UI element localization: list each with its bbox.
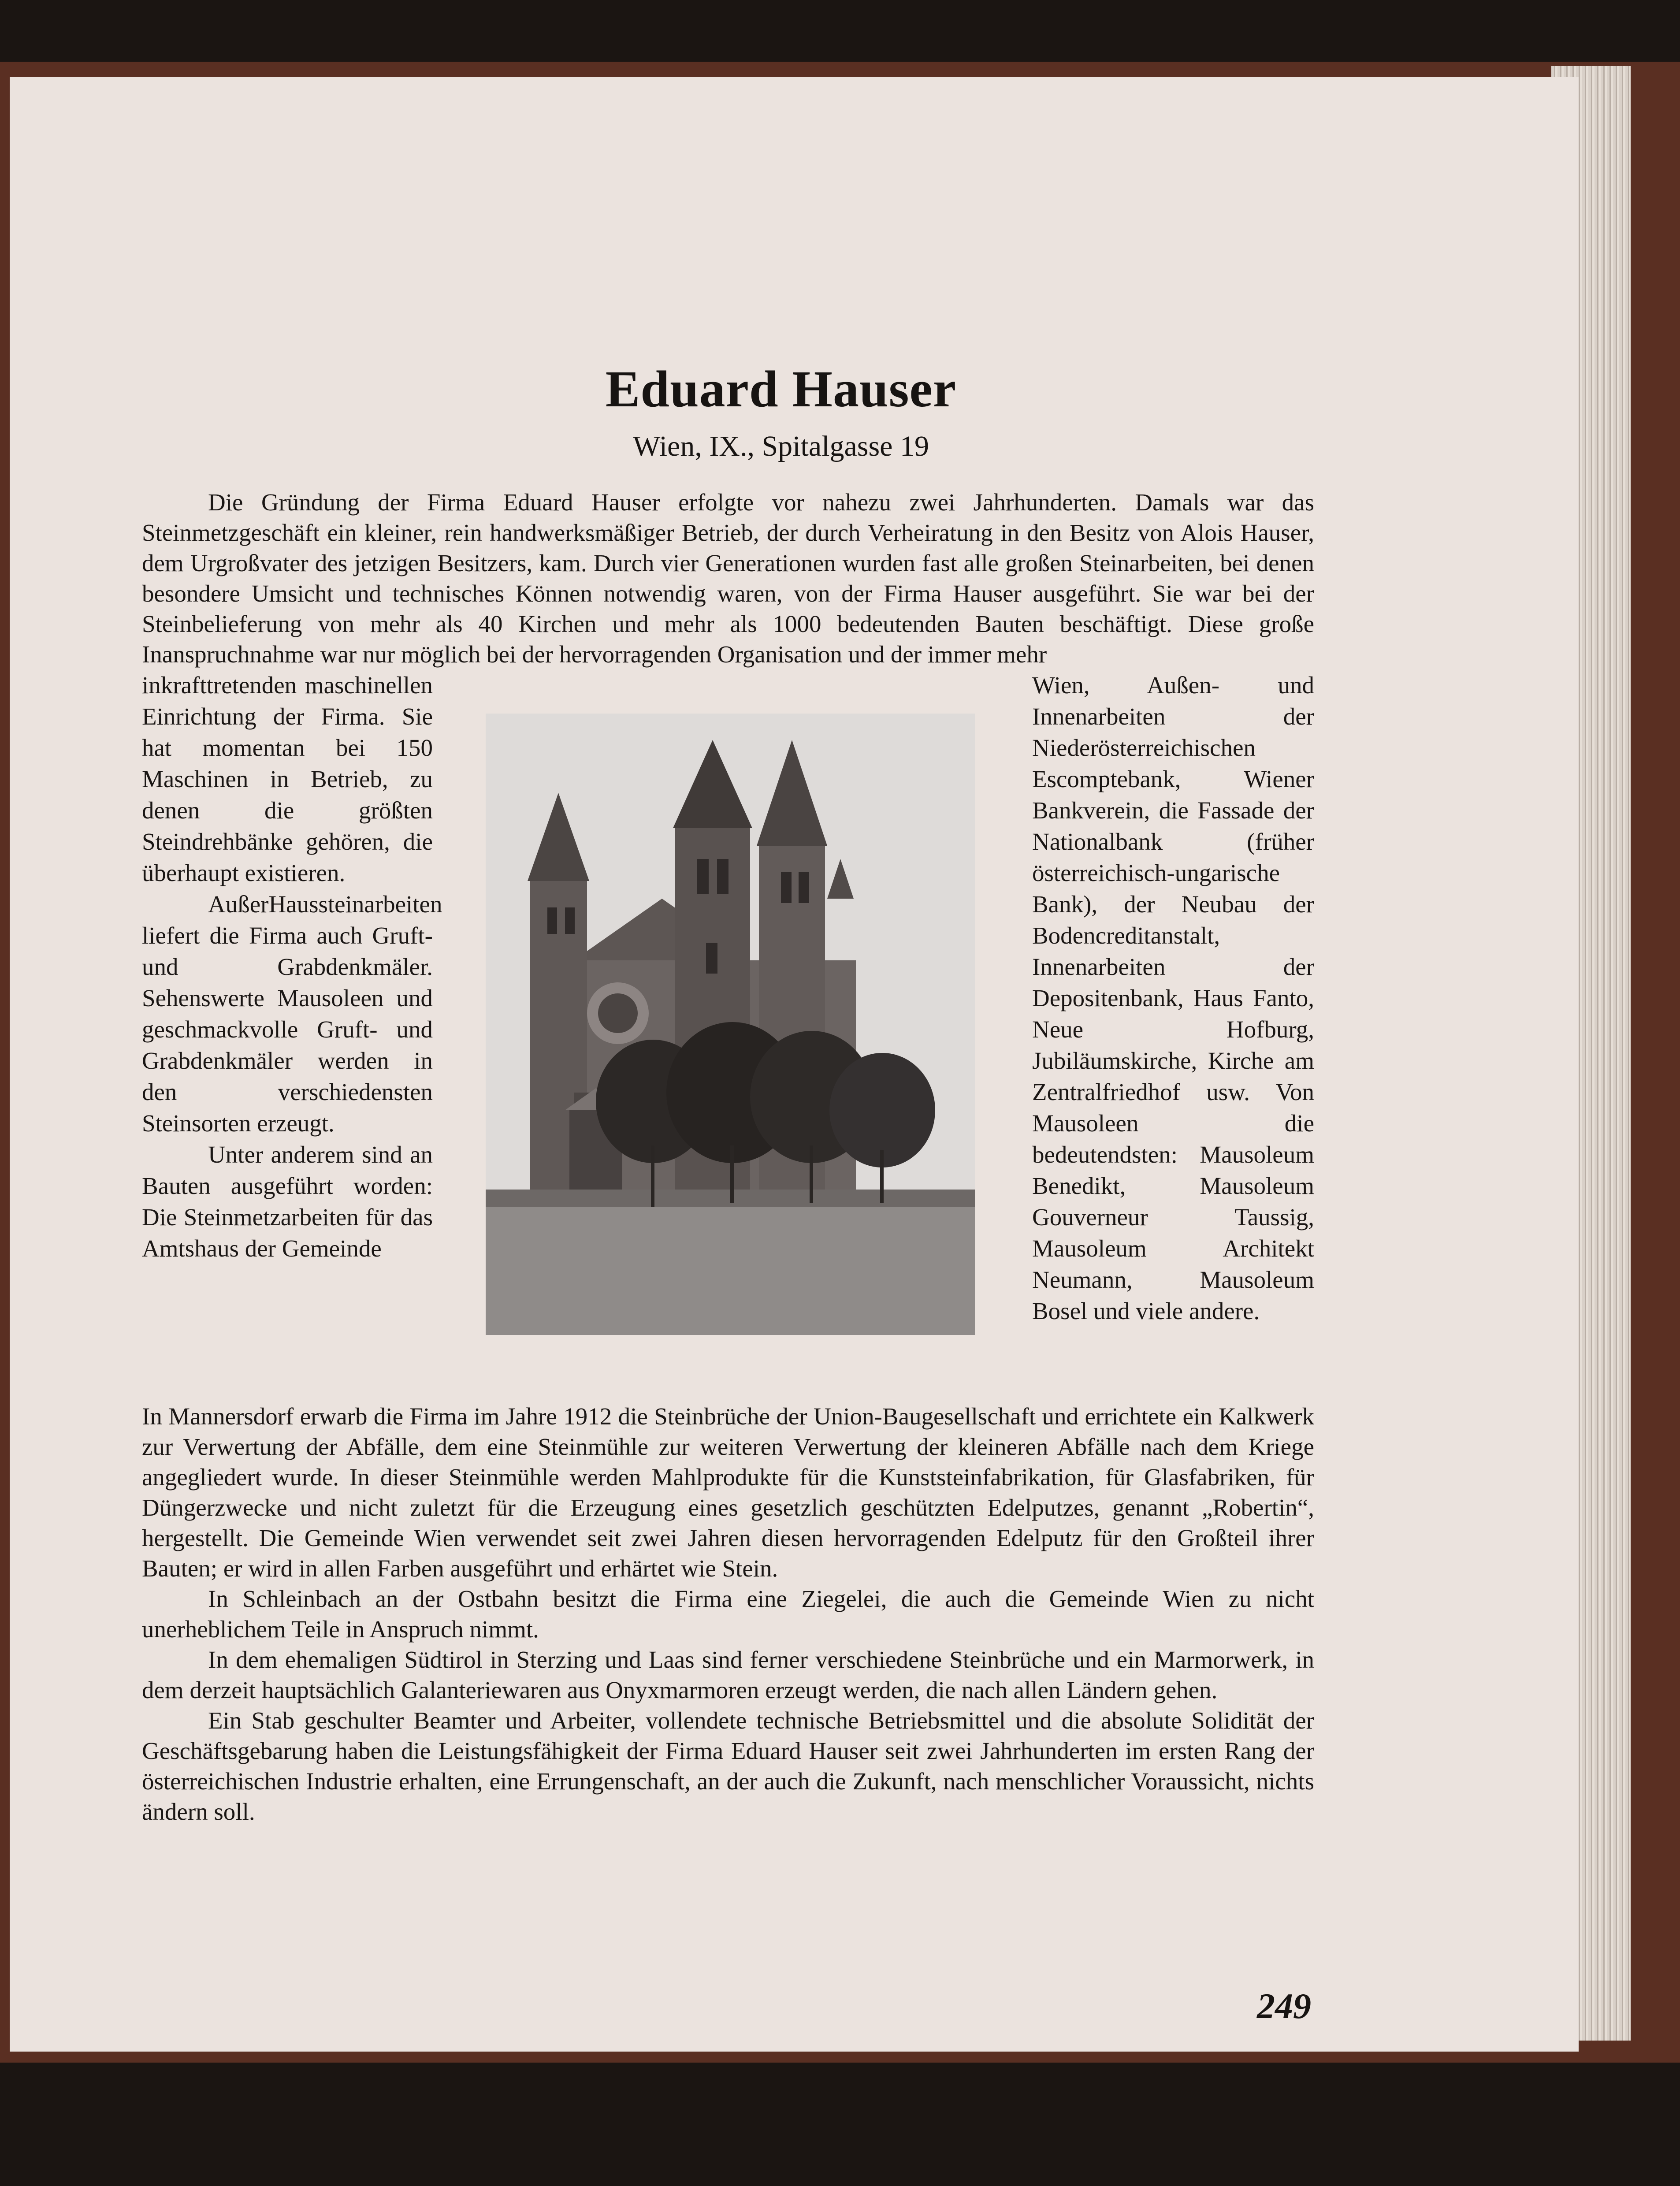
left-col-paragraph-1: inkrafttretenden maschinellen Einrichtung der Firma. Sie hat momentan bei 150 Maschinen in Betrieb, zu denen die größten Steindrehbänke gehören, die überhaupt existieren. — [142, 672, 433, 886]
mannersdorf-text: Mannersdorf erwarb die Firma im Jahre 1912 die Steinbrüche der Union-Baugesellschaft und errichtete ein Kalkwerk zur Verwertung der Abfälle, dem eine Steinmühle zur weiteren Verwertung der kleineren Abfälle nach dem Kriege angegliedert wurde. In dieser Steinmühle werden Mahlprodukte für die Kunststeinfabrikation, für Glasfabriken, für Düngerzwecke und nicht zuletzt für die Erzeugung eines gesetzlich geschützten Edelputzes, genannt „Robertin“, hergestellt. Die Gemeinde Wien verwendet seit zwei Jahren diesen hervorragenden Edelputz für den Großteil ihrer Bauten; er wird in allen Farben ausgeführt und erhärtet wie Stein. — [142, 1403, 1314, 1582]
left-col-paragraph-3: Unter anderem sind an Bauten ausgeführt worden: Die Steinmetzarbeiten für das Amtshaus der Gemeinde — [142, 1141, 433, 1262]
right-column — [1032, 669, 1314, 1327]
left-column — [142, 669, 442, 1264]
page-title: Eduard Hauser — [605, 360, 957, 418]
page-address: Wien, IX., Spitalgasse 19 — [633, 430, 929, 462]
book-page — [10, 77, 1579, 2052]
two-column-section — [142, 669, 1314, 1401]
continued-paragraph — [142, 1401, 1314, 1584]
intro-paragraph: Die Gründung der Firma Eduard Hauser erfolgte vor nahezu zwei Jahrhunderten. Damals war das Steinmetzgeschäft ein kleiner, rein handwerksmäßiger Betrieb, der durch Verheiratung in den Besitz von Alois Hauser, dem Urgroßvater des jetzigen Besitzers, kam. Durch vier Generationen wurden fast alle großen Steinarbeiten, bei denen besondere Umsicht und technisches Können notwendig waren, von der Firma Hauser ausgeführt. Sie war bei der Steinbelieferung von mehr als 40 Kirchen und mehr als 1000 bedeutenden Bauten beschäftigt. Diese große Inanspruchnahme war nur möglich bei der hervorragenden Organisation und der immer mehr — [142, 489, 1314, 668]
schleinbach-paragraph: In Schleinbach an der Ostbahn besitzt die Firma eine Ziegelei, die auch die Gemeinde Wien zu nicht unerheblichem Teile in Anspruch nimmt. — [142, 1585, 1314, 1643]
final-paragraph: Ein Stab geschulter Beamter und Arbeiter, vollendete technische Betriebsmittel und die absolute Solidität der Geschäftsgebarung haben die Leistungsfähigkeit der Firma Eduard Hauser seit zwei Jahrhunderten im ersten Rang der österreichischen Industrie erhalten, eine Errungenschaft, an der auch die Zukunft, nach menschlicher Voraussicht, nichts ändern soll. — [142, 1707, 1314, 1825]
church-photograph — [486, 714, 975, 1335]
article-body — [142, 487, 1314, 1827]
suedtirol-paragraph: In dem ehemaligen Südtirol in Sterzing und Laas sind ferner verschiedene Steinbrüche und ein Marmorwerk, in dem derzeit hauptsächlich Galanteriewaren aus Onyxmarmoren erzeugt werden, die nach allen Ländern gehen. — [142, 1646, 1314, 1703]
left-col-paragraph-2: AußerHaussteinarbeiten liefert die Firma auch Gruft- und Grabdenkmäler. Sehenswerte Mausoleen und geschmackvolle Gruft- und Grabdenkmäler werden in den verschiedensten Steinsorten erzeugt. — [142, 891, 442, 1137]
church-photo-drawing — [486, 714, 975, 1335]
in-prefix: In — [142, 1403, 162, 1430]
page-number: 249 — [1257, 1986, 1311, 2026]
right-col-paragraph: Wien, Außen- und Innenarbeiten der Niederösterreichischen Escomptebank, Wiener Bankverein, die Fassade der Nationalbank (früher österreichisch-ungarische Bank), der Neubau der Bodencreditanstalt, Innenarbeiten der Depositenbank, Haus Fanto, Neue Hofburg, Jubiläumskirche, Kirche am Zentralfriedhof usw. Von Mausoleen die bedeutendsten: Mausoleum Benedikt, Mausoleum Gouverneur Taussig, Mausoleum Architekt Neumann, Mausoleum Bosel und viele andere. — [1032, 672, 1314, 1324]
